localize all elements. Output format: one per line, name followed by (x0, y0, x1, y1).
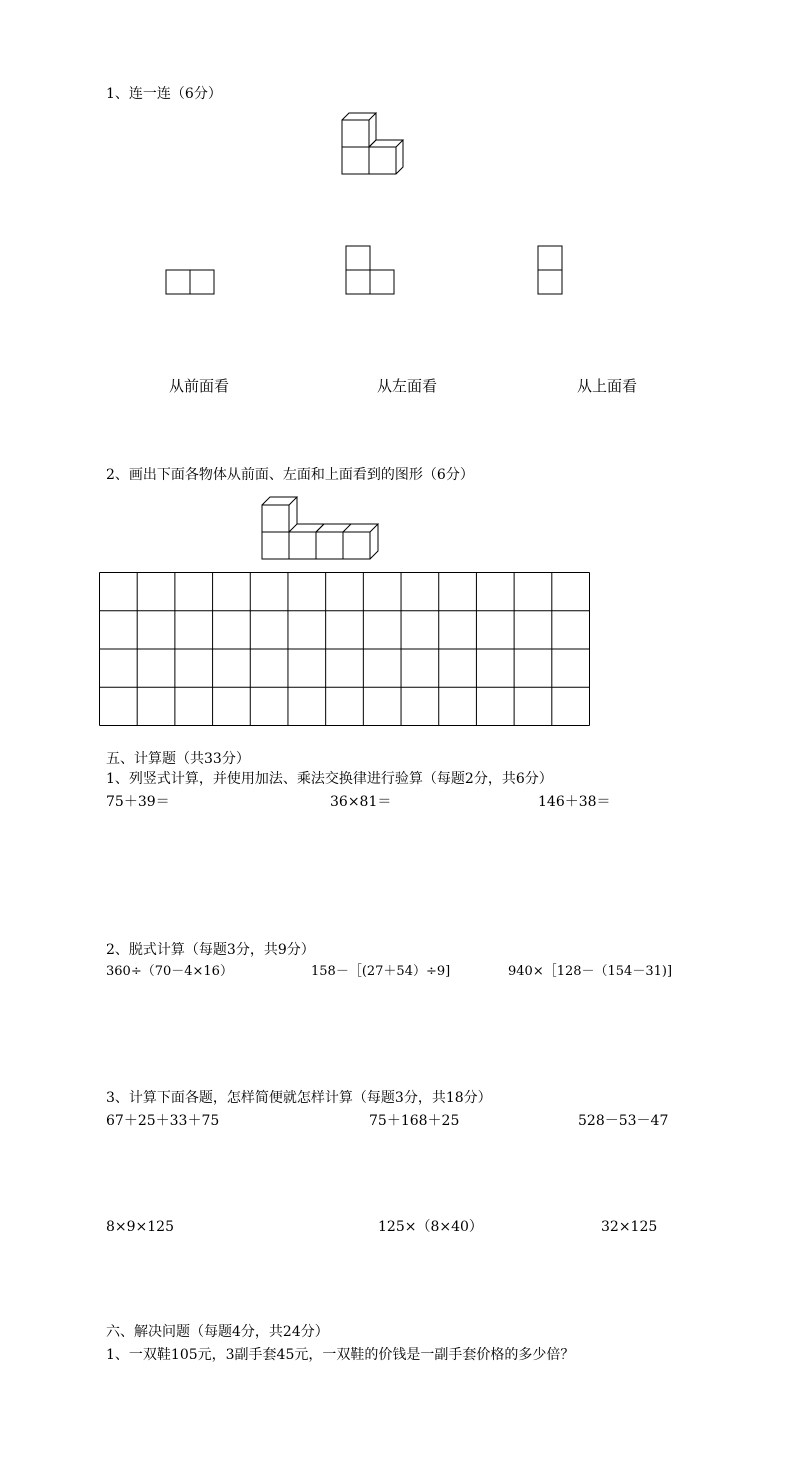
drawing-grid (99, 572, 591, 727)
section5-title: 五、计算题（共33分） (106, 751, 250, 767)
p3-item-1: 67＋25＋33＋75 (106, 1113, 220, 1129)
p2-item-3: 940×［128－（154－31)] (508, 964, 673, 979)
section6-q1: 1、一双鞋105元，3副手套45元，一双鞋的价钱是一副手套价格的多少倍？ (106, 1347, 575, 1363)
p2-item-1: 360÷（70－4×16） (106, 964, 233, 979)
section5-p2-title: 2、脱式计算（每题3分，共9分） (106, 942, 315, 958)
view-two-vertical (537, 245, 565, 297)
p3-item-4: 8×9×125 (106, 1219, 174, 1235)
p3-item-3: 528－53－47 (578, 1113, 669, 1129)
q1-cube-figure (338, 110, 408, 176)
p3-item-2: 75＋168＋25 (369, 1113, 460, 1129)
q1-title: 1、连一连（6分） (106, 86, 222, 102)
label-left-view: 从左面看 (377, 377, 438, 395)
label-top-view: 从上面看 (577, 377, 638, 395)
p1-item-2: 36×81＝ (330, 794, 392, 810)
section5-p3-title: 3、计算下面各题，怎样简便就怎样计算（每题3分，共18分） (106, 1090, 492, 1106)
section5-p1-title: 1、列竖式计算，并使用加法、乘法交换律进行验算（每题2分，共6分） (106, 771, 553, 787)
p1-item-3: 146＋38＝ (538, 794, 611, 810)
section6-title: 六、解决问题（每题4分，共24分） (106, 1324, 329, 1340)
view-l-shape (345, 245, 397, 297)
p1-item-1: 75＋39＝ (106, 794, 170, 810)
p3-item-5: 125×（8×40） (378, 1219, 483, 1235)
view-two-horizontal (165, 269, 217, 297)
q2-cube-figure (260, 494, 384, 564)
q2-title: 2、画出下面各物体从前面、左面和上面看到的图形（6分） (106, 467, 474, 483)
p3-item-6: 32×125 (601, 1219, 658, 1235)
label-front-view: 从前面看 (169, 377, 230, 395)
p2-item-2: 158－［(27＋54）÷9] (311, 964, 451, 979)
